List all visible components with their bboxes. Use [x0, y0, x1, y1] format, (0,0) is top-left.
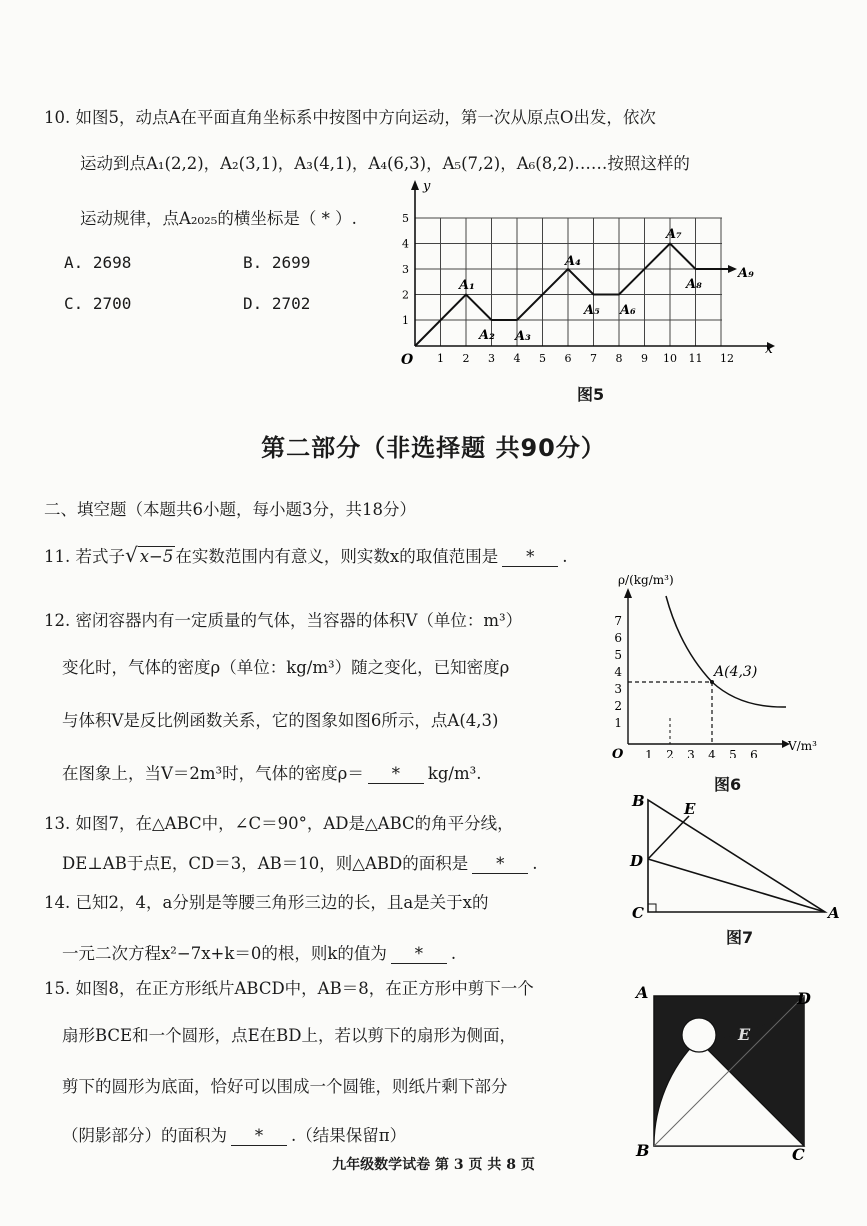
- vertex-label: A: [636, 983, 649, 1002]
- point-label: A₄: [565, 254, 581, 269]
- x-tick: 10: [663, 352, 677, 365]
- x-axis-label: V/m³: [788, 739, 817, 753]
- y-axis-label: y: [423, 179, 431, 194]
- y-tick: 1: [614, 716, 622, 730]
- sqrt-sign: √: [125, 543, 138, 567]
- q11-end: .: [562, 547, 568, 566]
- section-header: 二、填空题（本题共6小题，每小题3分，共18分）: [44, 500, 416, 519]
- point-label: A₈: [686, 277, 702, 292]
- q14-line2: [62, 940, 456, 964]
- point-label: A₅: [584, 303, 600, 318]
- vertex-label: D: [797, 989, 811, 1008]
- q12-line4-pre: 在图象上，当V＝2m³时，气体的密度ρ＝: [62, 764, 364, 783]
- y-axis-label: ρ/(kg/m³): [618, 573, 674, 587]
- x-tick: 5: [539, 352, 546, 365]
- x-tick: 3: [488, 352, 495, 365]
- figure-6-caption: 图6: [714, 775, 742, 794]
- vertex-label: C: [792, 1145, 805, 1164]
- y-tick: 3: [402, 263, 409, 276]
- figure-7-caption: 图7: [726, 928, 754, 947]
- point-a-label: A(4,3): [714, 664, 758, 680]
- point-label: A₇: [666, 227, 682, 242]
- angle-bisector-ad: [648, 859, 825, 912]
- y-tick: 5: [614, 648, 622, 662]
- q14-answer-blank[interactable]: *: [391, 945, 447, 964]
- q13-answer-blank[interactable]: *: [472, 855, 528, 874]
- q13-line2: [62, 850, 537, 874]
- q15-line1: 15. 如图8，在正方形纸片ABCD中，AB＝8，在正方形中剪下一个: [44, 979, 534, 998]
- q12-answer-blank[interactable]: *: [368, 765, 424, 784]
- y-tick: 5: [402, 212, 409, 225]
- origin-label: O: [401, 352, 414, 368]
- q12-line4: [62, 760, 482, 784]
- q10-option-c: C. 2700: [64, 294, 132, 313]
- q10-line1: 10. 如图5，动点A在平面直角坐标系中按图中方向运动，第一次从原点O出发，依次: [44, 108, 656, 127]
- x-tick: 2: [666, 748, 674, 758]
- x-tick: 7: [590, 352, 597, 365]
- q11-radicand: x−5: [139, 547, 174, 566]
- q13-line1: 13. 如图7，在△ABC中，∠C＝90°，AD是△ABC的角平分线，: [44, 814, 514, 833]
- q11-line: [44, 543, 567, 567]
- point-label: A₆: [620, 303, 636, 318]
- vertex-label: C: [632, 904, 644, 922]
- page-footer: 九年级数学试卷 第 3 页 共 8 页: [332, 1157, 535, 1173]
- vertex-label: E: [684, 800, 696, 818]
- figure-8-square: [632, 978, 822, 1164]
- figure-6-density-graph: [600, 568, 822, 758]
- y-tick: 4: [402, 237, 409, 251]
- vertex-label: B: [632, 792, 645, 810]
- x-tick: 3: [687, 748, 695, 758]
- q15-line4-pre: （阴影部分）的面积为: [62, 1126, 227, 1145]
- x-tick: 11: [688, 352, 703, 365]
- q15-line4-post: .（结果保留π）: [291, 1126, 407, 1145]
- inverse-proportion-curve: [666, 596, 786, 707]
- point-label: A₂: [479, 328, 495, 343]
- x-tick: 6: [750, 748, 758, 758]
- q10-line3: 运动规律，点A₂₀₂₅的横坐标是（ * ）.: [80, 209, 357, 228]
- figure-7-triangle: [624, 790, 850, 922]
- x-tick: 8: [615, 352, 623, 365]
- y-tick: 3: [614, 682, 622, 696]
- q15-line4: [62, 1122, 406, 1146]
- q12-line4-post: kg/m³.: [427, 764, 482, 783]
- vertex-label: B: [636, 1141, 650, 1160]
- x-tick: 4: [708, 748, 716, 758]
- x-tick: 9: [641, 352, 648, 365]
- x-tick: 1: [437, 352, 444, 365]
- q14-line1: 14. 已知2，4，a分别是等腰三角形三边的长，且a是关于x的: [44, 893, 489, 912]
- figure-5-grid-chart: [395, 172, 790, 372]
- q14-line2-pre: 一元二次方程x²−7x+k＝0的根，则k的值为: [62, 944, 387, 963]
- q12-line1: 12. 密闭容器内有一定质量的气体，当容器的体积V（单位：m³）: [44, 611, 523, 630]
- q10-option-b: B. 2699: [243, 253, 311, 272]
- q13-line2-pre: DE⊥AB于点E，CD＝3，AB＝10，则△ABD的面积是: [62, 854, 469, 873]
- x-axis-label: x: [765, 341, 773, 357]
- right-angle-mark: [648, 904, 656, 912]
- point-a: [710, 680, 714, 684]
- triangle-abc: [648, 800, 825, 912]
- y-tick: 4: [614, 665, 622, 679]
- y-tick: 6: [614, 631, 622, 645]
- origin-label: O: [612, 747, 624, 758]
- q14-end: .: [450, 944, 457, 963]
- x-tick: 4: [513, 352, 521, 365]
- q12-line2: 变化时，气体的密度ρ（单位：kg/m³）随之变化，已知密度ρ: [62, 658, 510, 677]
- perpendicular-de: [648, 816, 689, 859]
- vertex-label: E: [738, 1025, 751, 1044]
- y-tick: 2: [614, 699, 622, 713]
- q15-answer-blank[interactable]: *: [231, 1127, 287, 1146]
- section-title: 第二部分（非选择题 共90分）: [261, 434, 606, 462]
- figure-5-caption: 图5: [577, 385, 605, 404]
- point-label: A₉: [738, 266, 754, 281]
- y-tick: 1: [402, 314, 409, 327]
- point-label: A₃: [515, 329, 531, 344]
- x-tick: 6: [564, 352, 572, 365]
- q15-line2: 扇形BCE和一个圆形，点E在BD上，若以剪下的扇形为侧面，: [62, 1026, 516, 1045]
- q13-end: .: [532, 854, 538, 873]
- q15-line3: 剪下的圆形为底面，恰好可以围成一个圆锥，则纸片剩下部分: [62, 1077, 508, 1096]
- q11-suffix: 在实数范围内有意义，则实数x的取值范围是: [175, 547, 499, 566]
- vertex-label: D: [630, 852, 644, 870]
- x-tick: 5: [729, 748, 737, 758]
- vertex-label: A: [828, 904, 840, 922]
- x-tick: 2: [462, 352, 470, 365]
- point-label: A₁: [459, 278, 475, 293]
- q11-prefix: 11. 若式子: [44, 547, 125, 566]
- y-tick: 2: [402, 288, 409, 302]
- x-tick: 12: [720, 352, 734, 365]
- y-tick: 7: [614, 614, 622, 628]
- q10-line2: 运动到点A₁(2,2)，A₂(3,1)，A₃(4,1)，A₄(6,3)，A₅(7,2)，A₆(8,2)……按照这样的: [80, 154, 690, 173]
- q12-line3: 与体积V是反比例函数关系，它的图象如图6所示，点A(4,3): [62, 711, 499, 730]
- cut-circle: [682, 1018, 716, 1052]
- q10-option-d: D. 2702: [243, 294, 311, 313]
- q10-option-a: A. 2698: [64, 253, 132, 272]
- x-tick: 1: [645, 748, 653, 758]
- q11-answer-blank[interactable]: *: [502, 548, 558, 567]
